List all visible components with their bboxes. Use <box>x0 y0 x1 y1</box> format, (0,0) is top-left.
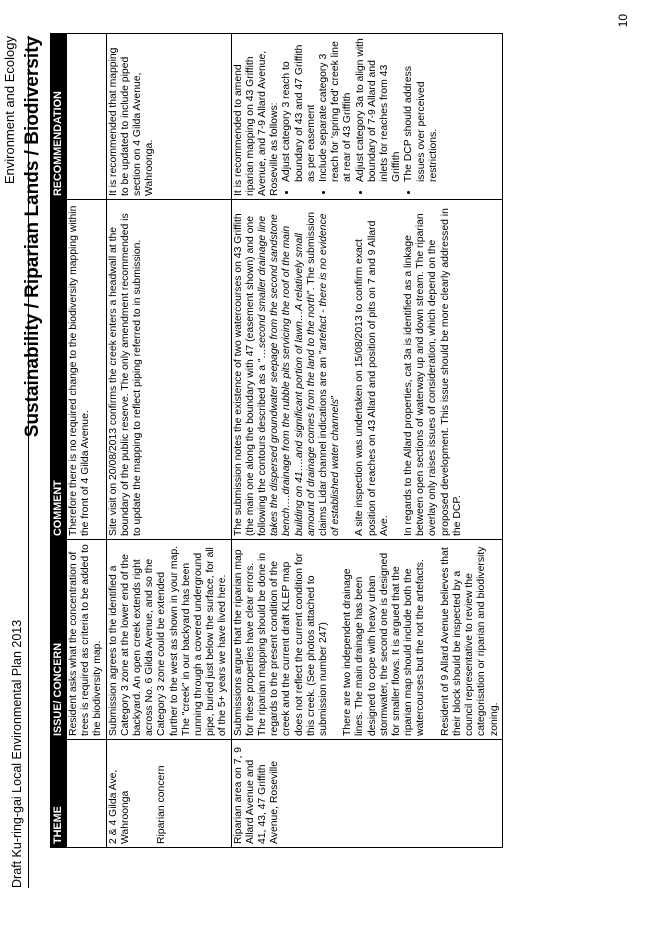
comment-text: ". The submission claims Lidar channel indications are an " <box>305 211 330 536</box>
theme-cell <box>106 740 231 848</box>
issue-text: Submissions argue that the riparian map for these properties have clear errors. The riparian mapping should be done in regards to the present condition of the creek and the current draft KLEP map does not reflect the current condition for this creek. (See photos attached to submission number 247) <box>232 549 330 736</box>
column-header-comment: COMMENT <box>51 200 67 540</box>
comment-text: Therefore there is no required change to the biodiversity mapping within the front of 4 Gilda Avenue. <box>68 205 92 536</box>
issue-cell <box>231 540 502 740</box>
table-header-row <box>51 34 67 848</box>
column-header-theme: THEME <box>51 740 67 848</box>
list-item: • The DCP should address issues over perceived restrictions. <box>403 37 440 182</box>
table-row <box>231 34 502 848</box>
recommendation-text: It is recommended to amend riparian mapping on 43 Griffith Avenue, and 7-9 Allard Avenue, Roseville as follows: <box>232 50 281 196</box>
table-row <box>106 34 231 848</box>
issue-cell <box>106 540 231 740</box>
header-divider <box>28 36 29 888</box>
document-title: Draft Ku-ring-gai Local Environmental Plan 2013 <box>10 619 24 888</box>
theme-address-line: Riparian area on 7, 9 Allard Avenue and 41, 43, 47 Griffith Avenue, Roseville <box>232 746 281 844</box>
column-header-recommendation: RECOMMENDATION <box>51 34 67 200</box>
section-title: Environment and Ecology <box>2 36 17 185</box>
comment-text: " <box>330 395 342 400</box>
theme-address-line: 2 & 4 Gilda Ave, <box>107 769 119 844</box>
comment-cell <box>231 200 502 540</box>
table-row <box>67 34 107 848</box>
theme-subject: Riparian concern <box>156 765 168 844</box>
recommendation-list <box>281 37 440 196</box>
comment-cell <box>67 200 107 540</box>
comment-text: The submission notes the existence of two watercourses on 43 Griffith (the main one along the boundary with 47 (easement shown) and one following the contours described as a " <box>232 213 269 536</box>
recommendation-cell <box>231 34 502 200</box>
issue-text: Submission agrees to the identified a Category 3 zone at the lower end of the backyard. An open creek extends right across No. 6 Gilda Avenue, and so the Category 3 zone could be extended further to the west as shown in your map. The "creek" in our backyard has been running through a covered underground pipe, buried just below the surface, for all of the 5+ years we have lived here. <box>107 545 229 736</box>
theme-cell <box>231 740 502 848</box>
recommendation-text: It is recommended that mapping to be updated to include piped section on 4 Gilda Avenue, Wahroonga. <box>107 47 156 196</box>
comment-cell <box>106 200 231 540</box>
page-number: 10 <box>616 14 630 28</box>
comment-paragraph-2: A site inspection was undertaken on 15/08/2013 to confirm exact position of reaches on 43 Allard and position of pits on 7 and 9 Allard Ave. <box>354 220 390 536</box>
list-item: • Adjust category 3 reach to boundary of 43 and 47 Griffith as per easement <box>281 37 318 182</box>
comment-quote: …second smaller drainage line takes the dispersed groundwater seepage from the second sandstone bench….drainage from the rubble pits servicing the roof of the main building on 41….and significant portion of lawn…A relatively small amount of drainage comes from the land to the north <box>257 214 317 536</box>
submissions-table <box>50 33 503 848</box>
column-header-issue: ISSUE/ CONCERN <box>51 540 67 740</box>
issue-cell <box>67 540 107 740</box>
page-heading: Sustainability / Riparian Lands / Biodiversity <box>22 36 43 438</box>
comment-paragraph-3: In regards to the Allard properties, cat 3a is identified as a linkage between open sections of waterway up and down stream. The riparian overlay only raises issues of consideration, which depend on the proposed development. This issue should be more clearly addressed in the DCP. <box>403 208 463 536</box>
recommendation-cell <box>106 34 231 200</box>
theme-suburb-line: Wahroonga <box>119 790 131 844</box>
list-item: • Adjust category 3a to align with boundary of 7-9 Allard and inlets for reaches from 43 Griffith <box>355 37 404 182</box>
recommendation-cell <box>67 34 107 200</box>
theme-cell <box>67 740 107 848</box>
issue-text: Resident of 9 Allard Avenue believes that their block should be inspected by a council representative to review the categorisation or riparian and biodiversity zoning. <box>439 546 500 736</box>
issue-text: Resident asks what the concentration of trees is required as criteria to be added to the biodiversity map. <box>68 544 104 736</box>
comment-paragraph-1 <box>233 203 343 536</box>
comment-text: Site visit on 20/08/2013 confirms the creek enters a headwall at the boundary of the public reserve. The only amendment recommended is to update the mapping to reflect piping referred to in submission. <box>107 213 144 536</box>
list-item: • Include separate category 3 reach for 'spring fed' creek line at rear of 43 Griffith <box>318 37 355 182</box>
comment-quote: artefact - there is no evidence of established water channels <box>318 213 342 536</box>
issue-text: There are two independent drainage lines. The main drainage has been designed to cope with heavy urban stormwater, the second one is designed for smaller flows. It is argued that the riparian map should include both the watercourses but the not the artefacts. <box>342 552 427 736</box>
